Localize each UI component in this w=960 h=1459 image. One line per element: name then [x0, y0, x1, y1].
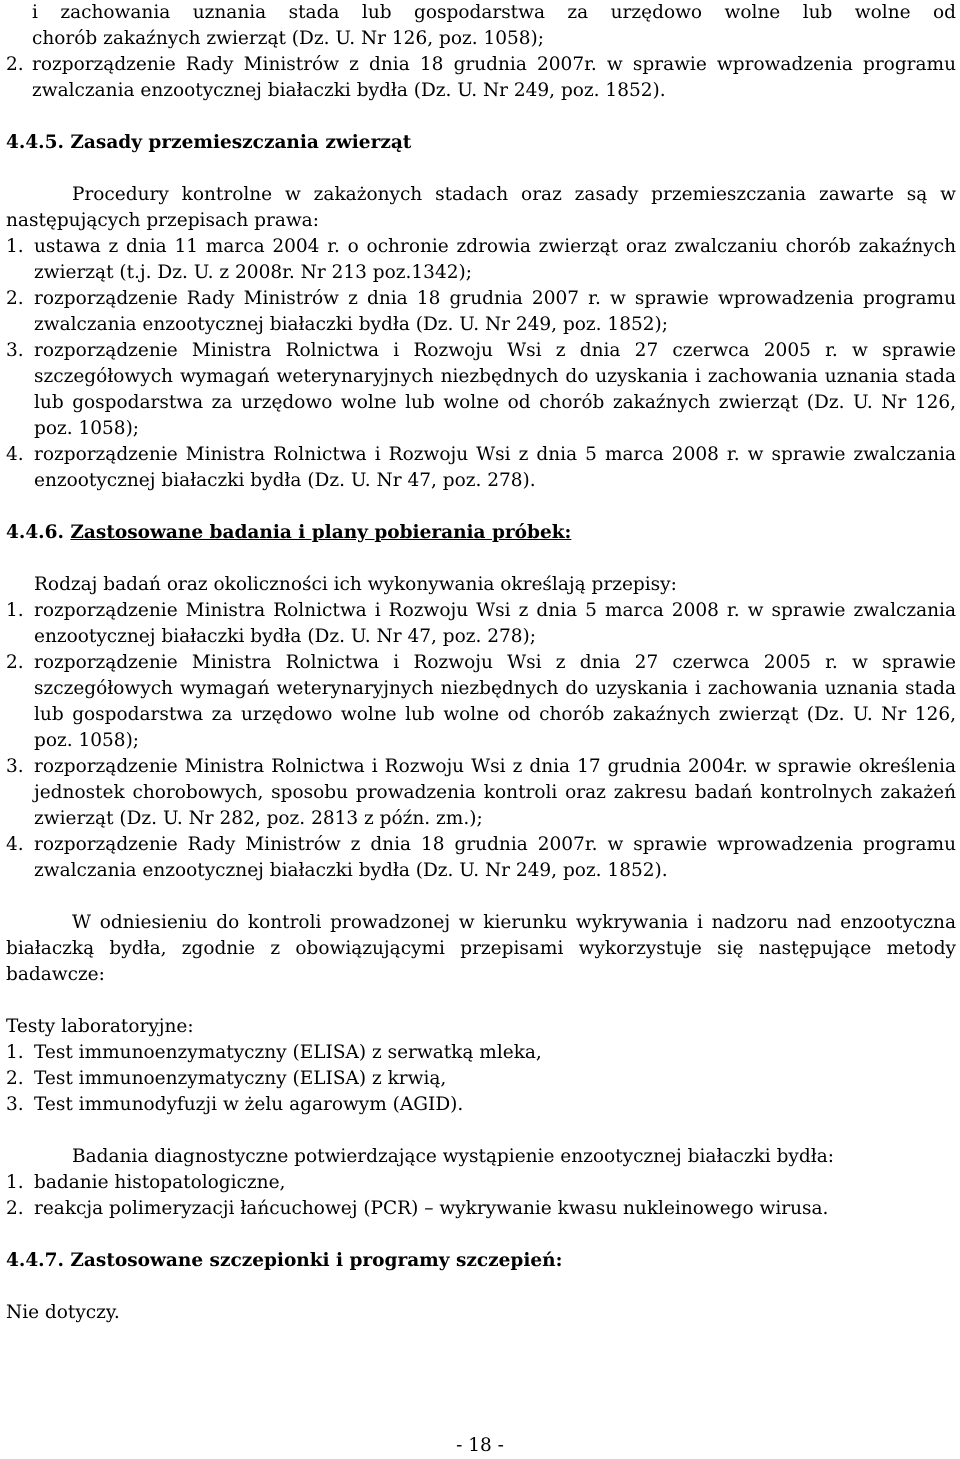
list-number: 1. — [6, 1042, 24, 1063]
list-item — [6, 1092, 956, 1118]
section-447-heading — [6, 1248, 956, 1274]
section-title: Zastosowane badania i plany pobierania próbek: — [70, 522, 572, 543]
list-item — [6, 1040, 956, 1066]
list-item — [6, 338, 956, 442]
list-number: 3. — [6, 340, 24, 361]
list-number: 2. — [6, 1068, 24, 1089]
list-number: 3. — [6, 1094, 24, 1115]
section-title: Zasady przemieszczania zwierząt — [70, 132, 412, 153]
list-text: rozporządzenie Ministra Rolnictwa i Rozwoju Wsi z dnia 5 marca 2008 r. w sprawie zwalczania enzootycznej białaczki bydła (Dz. U. Nr 47, poz. 278); — [34, 600, 956, 647]
document-page — [6, 0, 956, 1326]
list-number: 1. — [6, 236, 24, 257]
list-text: Test immunoenzymatyczny (ELISA) z krwią, — [34, 1068, 447, 1089]
list-text: Test immunoenzymatyczny (ELISA) z serwatką mleka, — [34, 1042, 542, 1063]
list-number: 2. — [6, 54, 24, 75]
list-item — [6, 0, 956, 26]
list-item — [6, 234, 956, 286]
section-446-heading — [6, 520, 956, 546]
continued-text-line1: i zachowania uznania stada lub gospodarstwa za urzędowo wolne lub wolne od — [32, 2, 956, 23]
diagnostic-tests-title: Badania diagnostyczne potwierdzające wystąpienie enzootycznej białaczki bydła: — [72, 1146, 834, 1167]
section-title: Zastosowane szczepionki i programy szczepień: — [70, 1250, 563, 1271]
list-text: rozporządzenie Ministra Rolnictwa i Rozwoju Wsi z dnia 5 marca 2008 r. w sprawie zwalczania enzootycznej białaczki bydła (Dz. U. Nr 47, poz. 278). — [34, 444, 956, 491]
list-text: rozporządzenie Ministra Rolnictwa i Rozwoju Wsi z dnia 27 czerwca 2005 r. w sprawie szczegółowych wymagań weterynaryjnych niezbędnych do uzyskania i zachowania uznania stada lub gospodarstwa za urzędowo wolne lub wolne od chorób zakaźnych zwierząt (Dz. U. Nr 126, poz. 1058); — [34, 652, 956, 751]
list-number: 4. — [6, 444, 24, 465]
list-number: 3. — [6, 756, 24, 777]
section-number: 4.4.7. — [6, 1250, 64, 1271]
list-item — [6, 650, 956, 754]
continued-text-line2: chorób zakaźnych zwierząt (Dz. U. Nr 126, poz. 1058); — [32, 28, 545, 49]
list-text: rozporządzenie Ministra Rolnictwa i Rozwoju Wsi z dnia 27 czerwca 2005 r. w sprawie szczegółowych wymagań weterynaryjnych niezbędnych do uzyskania i zachowania uznania stada lub gospodarstwa za urzędowo wolne lub wolne od chorób zakaźnych zwierząt (Dz. U. Nr 126, poz. 1058); — [34, 340, 956, 439]
page-number: - 18 - — [456, 1435, 504, 1456]
list-text: badanie histopatologiczne, — [34, 1172, 286, 1193]
list-text: reakcja polimeryzacji łańcuchowej (PCR) – wykrywanie kwasu nukleinowego wirusa. — [34, 1198, 829, 1219]
list-item — [6, 1170, 956, 1196]
section-447-text: Nie dotyczy. — [6, 1302, 120, 1323]
list-item — [6, 598, 956, 650]
list-number: 4. — [6, 834, 24, 855]
list-number: 2. — [6, 1198, 24, 1219]
list-text: Test immunodyfuzji w żelu agarowym (AGID). — [34, 1094, 464, 1115]
methods-paragraph: W odniesieniu do kontroli prowadzonej w kierunku wykrywania i nadzoru nad enzootyczna białaczką bydła, zgodnie z obowiązującymi przepisami wykorzystuje się następujące metody badawcze: — [6, 912, 956, 985]
list-item — [6, 1066, 956, 1092]
list-text: rozporządzenie Rady Ministrów z dnia 18 grudnia 2007r. w sprawie wprowadzenia programu zwalczania enzootycznej białaczki bydła (Dz. U. Nr 249, poz. 1852). — [34, 834, 956, 881]
list-item — [6, 442, 956, 494]
section-445-intro: Procedury kontrolne w zakażonych stadach oraz zasady przemieszczania zawarte są w następujących przepisach prawa: — [6, 184, 956, 231]
list-text: rozporządzenie Ministra Rolnictwa i Rozwoju Wsi z dnia 17 grudnia 2004r. w sprawie określenia jednostek chorobowych, sposobu prowadzenia kontroli oraz zakresu badań kontrolnych zakażeń zwierząt (Dz. U. Nr 282, poz. 2813 z późn. zm.); — [34, 756, 956, 829]
list-text: rozporządzenie Rady Ministrów z dnia 18 grudnia 2007 r. w sprawie wprowadzenia programu zwalczania enzootycznej białaczki bydła (Dz. U. Nr 249, poz. 1852); — [34, 288, 956, 335]
list-number: 2. — [6, 288, 24, 309]
list-text: ustawa z dnia 11 marca 2004 r. o ochronie zdrowia zwierząt oraz zwalczaniu chorób zakaźnych zwierząt (t.j. Dz. U. z 2008r. Nr 213 poz.1342); — [34, 236, 956, 283]
lab-tests-title: Testy laboratoryjne: — [6, 1016, 194, 1037]
list-number: 1. — [6, 600, 24, 621]
list-text: rozporządzenie Rady Ministrów z dnia 18 grudnia 2007r. w sprawie wprowadzenia programu zwalczania enzootycznej białaczki bydła (Dz. U. Nr 249, poz. 1852). — [32, 54, 956, 101]
list-item — [6, 26, 956, 52]
diagnostic-tests-list — [6, 1170, 956, 1222]
list-item — [6, 52, 956, 104]
section-446-intro: Rodzaj badań oraz okoliczności ich wykonywania określają przepisy: — [34, 574, 677, 595]
section-445-list — [6, 234, 956, 494]
list-number: 2. — [6, 652, 24, 673]
list-item — [6, 754, 956, 832]
list-item — [6, 1196, 956, 1222]
list-item — [6, 286, 956, 338]
list-number: 1. — [6, 1172, 24, 1193]
section-445-heading — [6, 130, 956, 156]
section-446-list — [6, 598, 956, 884]
section-number: 4.4.5. — [6, 132, 64, 153]
list-item — [6, 832, 956, 884]
section-number: 4.4.6. — [6, 522, 64, 543]
lab-tests-list — [6, 1040, 956, 1118]
